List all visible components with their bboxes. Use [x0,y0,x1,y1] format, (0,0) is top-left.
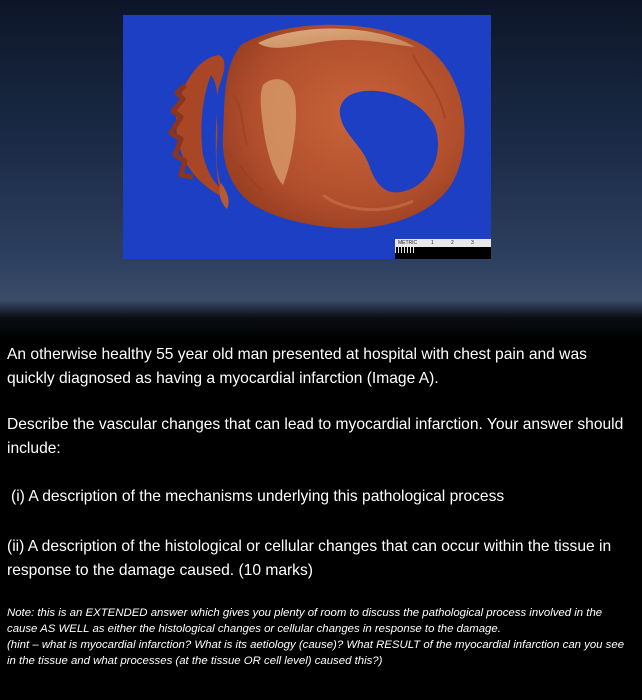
question-task: Describe the vascular changes that can lead to myocardial infarction. Your answer should include: [7,416,624,457]
question-intro: An otherwise healthy 55 year old man presented at hospital with chest pain and was quickly diagnosed as having a myocardial infarction (Image A). [7,346,587,387]
question-item-ii: (ii) A description of the histological or cellular changes that can occur within the tissue in response to the damage caused. (10 marks) [7,538,612,579]
question-item-i: (i) A description of the mechanisms underlying this pathological process [11,488,505,505]
question-text [7,343,635,669]
question-note: Note: this is an EXTENDED answer which gives you plenty of room to discuss the pathological process involved in the cause AS WELL as either the histological changes or cellular changes in response to the damage. [7,607,603,635]
ruler-label: METRIC [398,240,418,246]
ruler-mark-2: 2 [451,240,454,246]
ruler-mark-3: 3 [471,240,474,246]
ruler-mark-1: 1 [431,240,434,246]
heart-cross-section-image [123,15,491,259]
ruler-strip [395,239,491,247]
ruler-ticks [395,247,415,253]
heart-cross-section-drawing [123,15,491,259]
question-hint: (hint – what is myocardial infarction? What is its aetiology (cause)? What RESULT of the myocardial infarction can you see in the tissue and what processes (at the tissue OR cell level) caused this?) [7,639,625,667]
metric-scale-ruler [395,239,491,259]
